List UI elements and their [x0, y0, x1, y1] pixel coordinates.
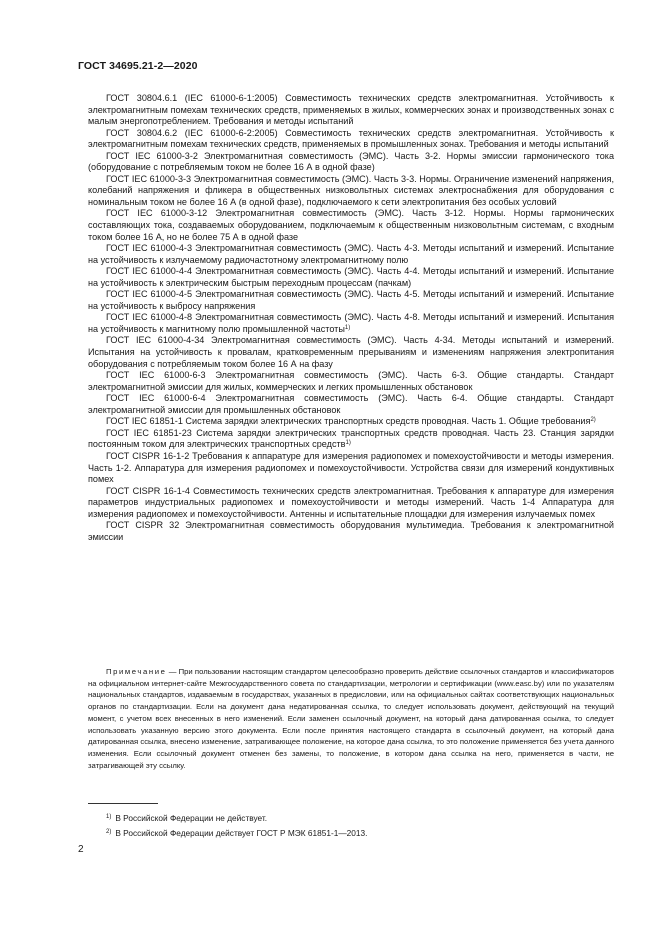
reference-item [88, 289, 614, 312]
reference-item [88, 451, 614, 486]
reference-text: ГОСТ IEC 61851-23 Система зарядки электрических транспортных средств проводная. Часть 23. Станция зарядки постоянным током для электрических транспортных средств [88, 427, 614, 450]
reference-text: ГОСТ IEC 61000-3-2 Электромагнитная совместимость (ЭМС). Часть 3-2. Нормы эмиссии гармонического тока (оборудование с потребляемым током не более 16 А в одной фазе) [88, 150, 614, 173]
footnote-mark: 2) [106, 828, 112, 835]
note-paragraph [88, 666, 614, 771]
reference-item [88, 174, 614, 209]
footnote-item [106, 826, 606, 841]
reference-text: ГОСТ IEC 61000-4-3 Электромагнитная совместимость (ЭМС). Часть 4-3. Методы испытаний и измерений. Испытание на устойчивость к излучаемому радиочастотному электромагнитному полю [88, 243, 614, 265]
reference-item [88, 151, 614, 174]
reference-item [88, 266, 614, 289]
reference-item [88, 416, 614, 428]
reference-text: ГОСТ IEC 61000-4-8 Электромагнитная совместимость (ЭМС). Часть 4-8. Методы испытаний и измерений. Испытания на устойчивость к магнитному полю промышленной частоты [88, 312, 614, 334]
reference-item [88, 128, 614, 151]
reference-item [88, 370, 614, 393]
reference-item [88, 335, 614, 370]
page-number: 2 [78, 844, 84, 855]
reference-item [88, 312, 614, 335]
reference-text: ГОСТ IEC 61000-3-12 Электромагнитная совместимость (ЭМС). Часть 3-12. Нормы. Нормы гармонических составляющих тока, создаваемых оборудованием, подключаемым к общественным низковольтным системам, с входным током более 16 А, но не более 75 А в одной фазе [88, 208, 614, 242]
footnote-marker: 1) [345, 440, 351, 447]
reference-text: ГОСТ IEC 61000-6-4 Электромагнитная совместимость (ЭМС). Часть 6-4. Общие стандарты. Стандарт электромагнитной эмиссии для промышленных обстановок [88, 393, 614, 415]
note-label: Примечание [106, 667, 167, 676]
reference-item [88, 208, 614, 243]
reference-text: ГОСТ IEC 61000-6-3 Электромагнитная совместимость (ЭМС). Часть 6-3. Общие стандарты. Стандарт электромагнитной эмиссии для жилых, коммерческих и легких промышленных обстановок [88, 370, 614, 392]
note-text: — При пользовании настоящим стандартом целесообразно проверить действие ссылочных стандартов и классификаторов на официальном интернет-сайте Межгосударственного совета по стандартизации, метрологии и сертификации (www.easc.by) или по указателям национальных стандартов, издаваемым в государствах, указанных в предисловии, или на официальных сайтах соответствующих национальных органов по стандартизации. Если на документ дана недатированная ссылка, то следует использовать документ, действующий на текущий момент, с учетом всех внесенных в него изменений. Если заменен ссылочный документ, на который дана датированная ссылка, то следует использовать указанную версию этого документа. Если после принятия настоящего стандарта в ссылочный документ, на который дана датированная ссылка, внесено изменение, затрагивающее положение, на которое дана ссылка, то это положение применяется без учета данного изменения. Если ссылочный документ отменен без замены, то положение, в котором дана ссылка на него, применяется в части, не затрагивающей эту ссылку. [88, 667, 614, 770]
footnote-text: В Российской Федерации не действует. [115, 813, 268, 823]
reference-item [88, 486, 614, 521]
reference-text: ГОСТ CISPR 32 Электромагнитная совместимость оборудования мультимедиа. Требования к электромагнитной эмиссии [88, 520, 614, 542]
reference-item [88, 520, 614, 543]
reference-item [88, 93, 614, 128]
footnote-marker: 2) [590, 417, 596, 424]
reference-text: ГОСТ CISPR 16-1-4 Совместимость технических средств электромагнитная. Требования к аппаратуре для измерения параметров индустриальных радиопомех и помехоустойчивости и методы измерений. Часть 1-4 Аппаратура для измерения радиопомех и помехоустойчивости. Антенны и испытательные площадки для измерения излучаемых помех [88, 485, 614, 519]
normative-references [88, 93, 614, 543]
reference-text: ГОСТ CISPR 16-1-2 Требования к аппаратуре для измерения радиопомех и помехоустойчивости и методы измерения. Часть 1-2. Аппаратура для измерения радиопомех и помехоустойчивости. Устройства связи для измерений кондуктивных помех [88, 450, 614, 485]
footnote-divider [88, 803, 158, 804]
footnote-text: В Российской Федерации действует ГОСТ Р МЭК 61851-1—2013. [115, 827, 368, 838]
reference-text: ГОСТ IEC 61000-4-5 Электромагнитная совместимость (ЭМС). Часть 4-5. Методы испытаний и измерений. Испытание на устойчивость к выбросу напряжения [88, 289, 614, 311]
footnote-marker: 1) [344, 324, 351, 331]
footnotes [106, 811, 606, 840]
reference-text: ГОСТ 30804.6.2 (IEC 61000-6-2:2005) Совместимость технических средств электромагнитная. Устойчивость к электромагнитным помехам технических средств, применяемых в промышленных зонах. Требования и методы испытаний [88, 127, 614, 150]
reference-text: ГОСТ IEC 61851-1 Система зарядки электрических транспортных средств проводная. Часть 1. Общие требования [106, 416, 591, 427]
reference-item [88, 393, 614, 416]
footnote-mark: 1) [106, 814, 112, 820]
footnote-item [106, 811, 606, 826]
reference-text: ГОСТ IEC 61000-3-3 Электромагнитная совместимость (ЭМС). Часть 3-3. Нормы. Ограничение изменений напряжения, колебаний напряжения и фликера в общественных низковольтных системах электроснабжения для оборудования с номинальным током не более 16 А (в одной фазе), подключаемого к сети электропитания без особых условий [88, 173, 614, 207]
reference-text: ГОСТ IEC 61000-4-4 Электромагнитная совместимость (ЭМС). Часть 4-4. Методы испытаний и измерений. Испытание на устойчивость к электрическим быстрым переходным процессам (пачкам) [88, 266, 614, 288]
document-code-header: ГОСТ 34695.21-2—2020 [78, 60, 198, 72]
reference-item [88, 243, 614, 266]
reference-text: ГОСТ IEC 61000-4-34 Электромагнитная совместимость (ЭМС). Часть 4-34. Методы испытаний и измерений. Испытания на устойчивость к провалам, кратковременным прерываниям и изменениям напряжения электропитания оборудования с потребляемым током более 16 А на фазу [88, 335, 614, 369]
reference-text: ГОСТ 30804.6.1 (IEC 61000-6-1:2005) Совместимость технических средств электромагнитная. Устойчивость к электромагнитным помехам технических средств, применяемых в жилых, коммерческих зонах и производственных зонах с малым энергопотреблением. Требования и методы испытаний [88, 93, 614, 127]
reference-item [88, 428, 614, 451]
